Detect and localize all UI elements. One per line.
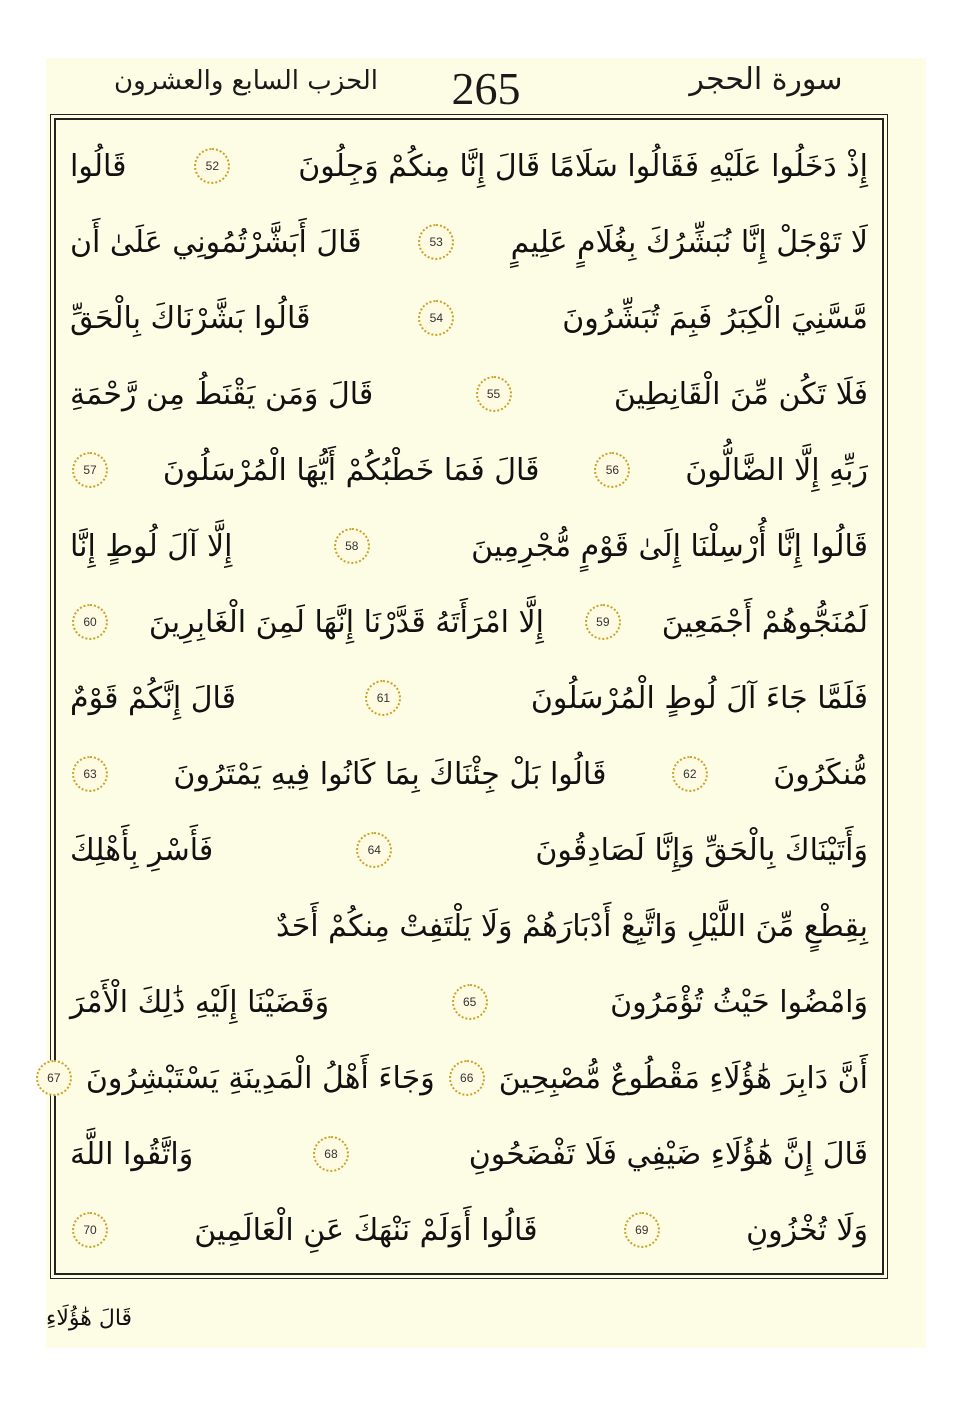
line-segment: فَلَا تَكُن مِّنَ الْقَانِطِينَ [613,376,868,412]
ayah-marker: 59 [585,604,621,640]
line-segment: قَالُوا بَلْ جِئْنَاكَ بِمَا كَانُوا فِيهِ يَمْتَرُونَ [173,756,607,792]
line-segment: قَالُوا بَشَّرْنَاكَ بِالْحَقِّ [70,300,311,336]
verse-lines [47,128,874,1265]
line-segment: وَلَا تُخْزُونِ [746,1212,868,1248]
line-segment: مَّسَّنِيَ الْكِبَرُ فَبِمَ تُبَشِّرُونَ [562,300,868,336]
ayah-marker: 58 [334,528,370,564]
line-segment: أَنَّ دَابِرَ هَٰؤُلَاءِ مَقْطُوعٌ مُّصْبِحِينَ [498,1060,868,1096]
line-segment: وَامْضُوا حَيْثُ تُؤْمَرُونَ [610,984,868,1020]
page-header [46,58,926,118]
text-line [64,432,874,508]
ayah-marker: 68 [313,1136,349,1172]
line-segment: مُّنكَرُونَ [773,756,868,792]
line-segment: قَالَ فَمَا خَطْبُكُمْ أَيُّهَا الْمُرْسَلُونَ [162,452,540,488]
line-segment: وَأَتَيْنَاكَ بِالْحَقِّ وَإِنَّا لَصَادِقُونَ [535,832,868,868]
line-segment: إِلَّا امْرَأَتَهُ قَدَّرْنَا إِنَّهَا لَمِنَ الْغَابِرِينَ [148,604,544,640]
line-segment: إِذْ دَخَلُوا عَلَيْهِ فَقَالُوا سَلَامًا قَالَ إِنَّا مِنكُمْ وَجِلُونَ [298,148,868,184]
line-segment: وَجَاءَ أَهْلُ الْمَدِينَةِ يَسْتَبْشِرُونَ [85,1060,435,1096]
ayah-marker: 54 [418,300,454,336]
line-segment: فَأَسْرِ بِأَهْلِكَ [70,832,214,868]
ayah-marker: 70 [72,1212,108,1248]
line-segment: لَا تَوْجَلْ إِنَّا نُبَشِّرُكَ بِغُلَامٍ عَلِيمٍ [510,224,868,260]
text-line [47,1040,874,1116]
line-segment: إِلَّا آلَ لُوطٍ إِنَّا [70,528,233,564]
ayah-marker: 53 [418,224,454,260]
ayah-marker: 55 [476,376,512,412]
ayah-marker: 61 [365,680,401,716]
text-frame [47,118,884,1275]
line-segment: قَالَ إِنَّكُمْ قَوْمٌ [70,680,236,716]
ayah-marker: 64 [356,832,392,868]
ayah-marker: 63 [72,756,108,792]
line-segment: قَالَ إِنَّ هَٰؤُلَاءِ ضَيْفِي فَلَا تَفْضَحُونِ [468,1136,868,1172]
text-line [64,204,874,280]
ayah-marker: 57 [72,452,108,488]
line-segment: قَالَ أَبَشَّرْتُمُونِي عَلَىٰ أَن [70,224,362,260]
line-segment: وَقَضَيْنَا إِلَيْهِ ذَٰلِكَ الْأَمْرَ [70,984,330,1020]
line-segment: بِقِطْعٍ مِّنَ اللَّيْلِ وَاتَّبِعْ أَدْبَارَهُمْ وَلَا يَلْتَفِتْ مِنكُمْ أَحَدٌ [276,908,868,944]
ayah-marker: 56 [594,452,630,488]
line-segment: لَمُنَجُّوهُمْ أَجْمَعِينَ [661,604,868,640]
text-line [64,736,874,812]
text-line [64,660,874,736]
text-line [64,812,874,888]
text-line [64,1116,874,1192]
text-line [64,584,874,660]
ayah-marker: 65 [452,984,488,1020]
surah-title: سورة الحجر [689,62,843,97]
text-line [64,1192,874,1268]
line-segment: وَاتَّقُوا اللَّهَ [70,1136,194,1172]
line-segment: فَلَمَّا جَاءَ آلَ لُوطٍ الْمُرْسَلُونَ [530,680,868,716]
ayah-marker: 62 [672,756,708,792]
line-segment: قَالُوا [70,148,127,184]
ayah-marker: 67 [36,1060,72,1096]
text-line [64,280,874,356]
line-segment: رَبِّهِ إِلَّا الضَّالُّونَ [685,452,868,488]
line-segment: قَالَ وَمَن يَقْنَطُ مِن رَّحْمَةِ [70,376,374,412]
text-line [64,128,874,204]
ayah-marker: 60 [72,604,108,640]
ayah-marker: 52 [194,148,230,184]
page-number: 265 [451,63,521,114]
page-footer [46,1306,926,1346]
line-segment: قَالُوا إِنَّا أُرْسِلْنَا إِلَىٰ قَوْمٍ مُّجْرِمِينَ [471,528,868,564]
text-line [64,964,874,1040]
hizb-title: الحزب السابع والعشرون [113,66,379,96]
ayah-marker: 69 [624,1212,660,1248]
text-line [64,356,874,432]
mushaf-page [46,58,926,1348]
text-line [64,508,874,584]
ayah-marker: 66 [449,1060,485,1096]
text-line [64,888,874,964]
catchword: قَالَ هَٰؤُلَاءِ [46,1306,133,1331]
line-segment: قَالُوا أَوَلَمْ نَنْهَكَ عَنِ الْعَالَمِينَ [194,1212,538,1248]
